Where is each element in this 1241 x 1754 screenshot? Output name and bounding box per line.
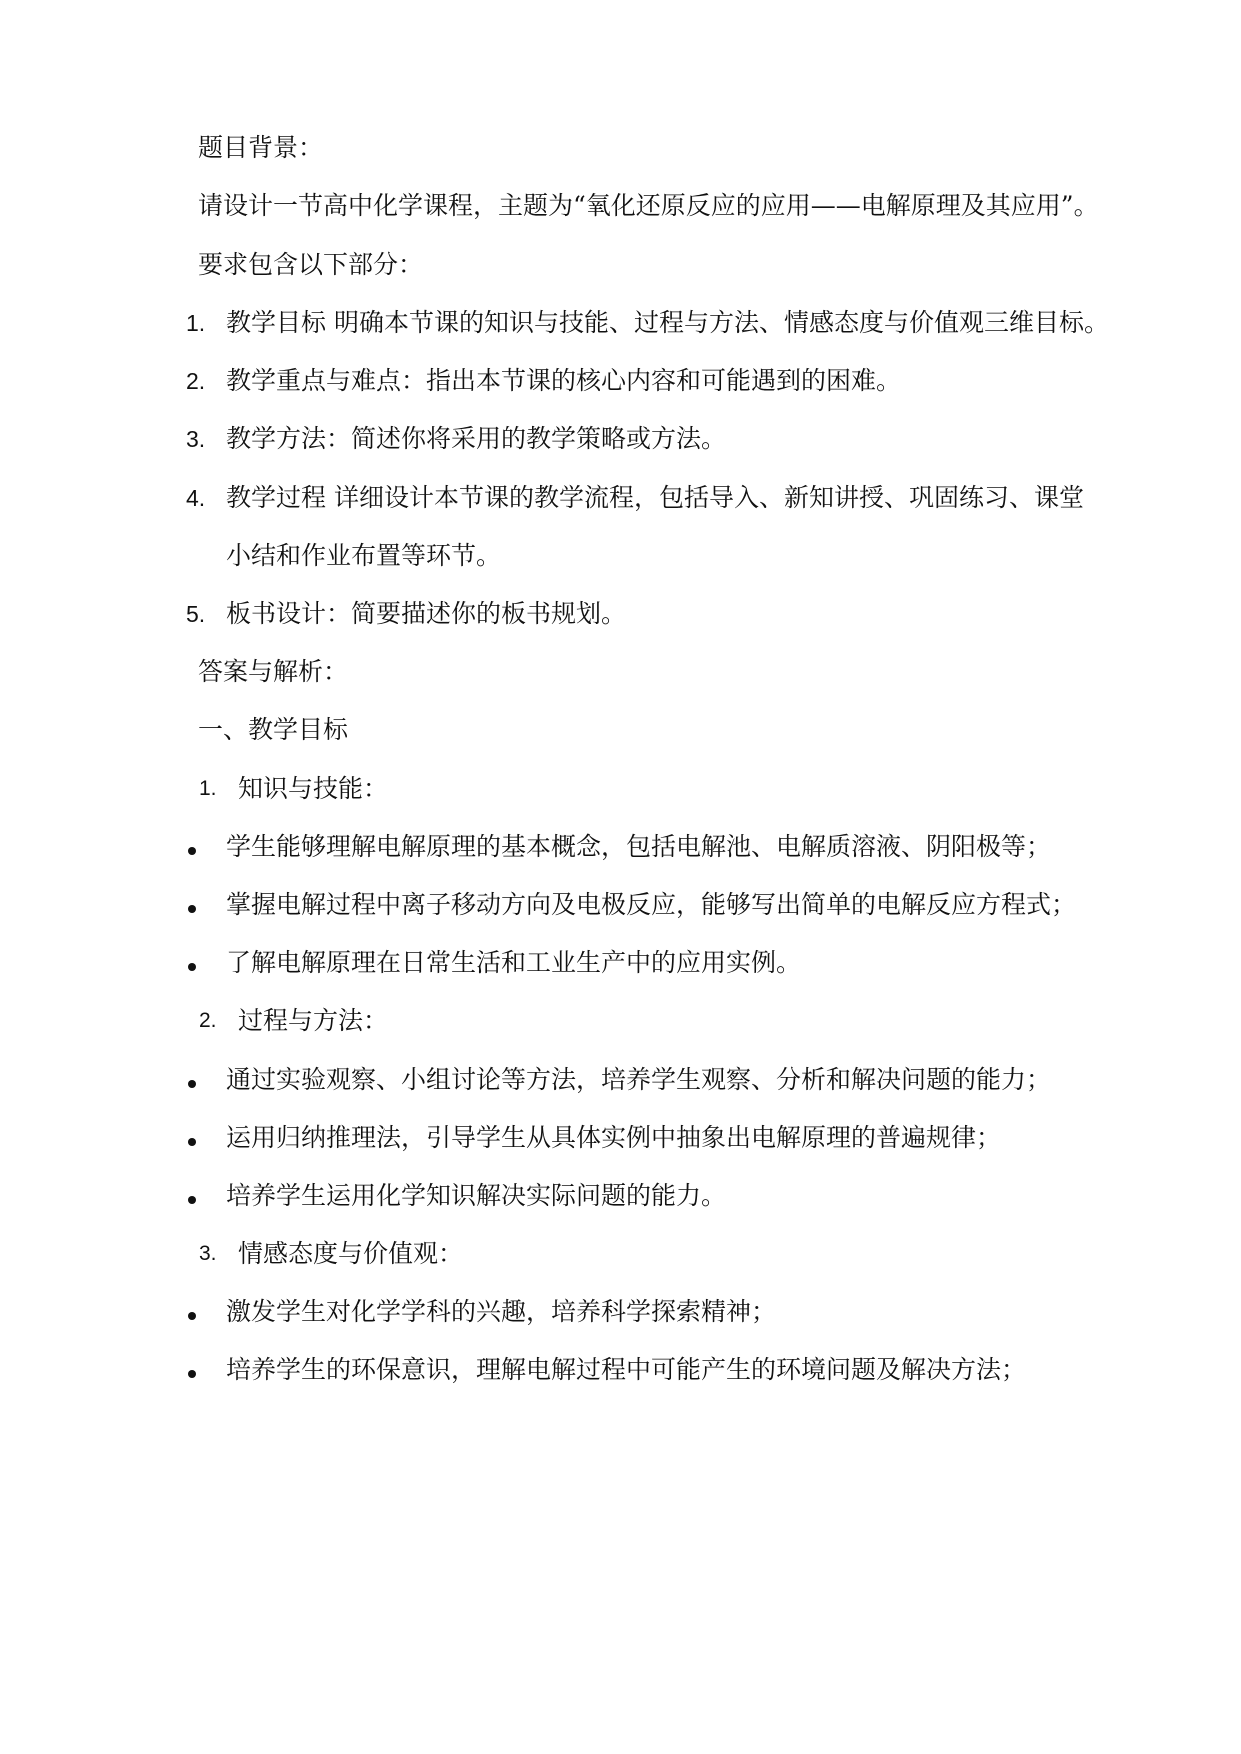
bullet-icon [188,847,196,855]
requirement-number: 4. [186,485,206,511]
requirement-item: 教学目标 明确本节课的知识与技能、过程与方法、情感态度与价值观三维目标。 [226,308,1109,337]
requirement-number: 1. [186,310,206,336]
requirement-item: 教学过程 详细设计本节课的教学流程，包括导入、新知讲授、巩固练习、课堂 [226,483,1084,512]
bullet-item: 通过实验观察、小组讨论等方法，培养学生观察、分析和解决问题的能力； [226,1065,1052,1094]
subsection-title: 过程与方法： [238,1006,389,1035]
subsection-number: 2. [199,1009,217,1032]
requirement-item: 教学重点与难点：指出本节课的核心内容和可能遇到的困难。 [226,366,902,395]
requirements-lead: 要求包含以下部分： [198,250,424,279]
requirement-item: 教学方法：简述你将采用的教学策略或方法。 [226,424,727,453]
requirement-item: 板书设计：简要描述你的板书规划。 [226,599,627,628]
bullet-item: 激发学生对化学学科的兴趣，培养科学探索精神； [226,1297,777,1326]
intro-paragraph: 请设计一节高中化学课程，主题为“氧化还原反应的应用——电解原理及其应用”。 [198,191,1099,220]
bullet-icon [188,963,196,971]
bullet-item: 培养学生的环保意识，理解电解过程中可能产生的环境问题及解决方法； [226,1355,1027,1384]
requirement-item-continuation: 小结和作业布置等环节。 [226,541,502,570]
heading-background: 题目背景： [198,133,324,162]
subsection-title: 知识与技能： [238,774,389,803]
requirement-number: 3. [186,426,206,452]
subsection-number: 1. [199,777,217,800]
bullet-icon [188,1138,196,1146]
bullet-item: 运用归纳推理法，引导学生从具体实例中抽象出电解原理的普遍规律； [226,1123,1002,1152]
subsection-number: 3. [199,1242,217,1265]
bullet-item: 学生能够理解电解原理的基本概念，包括电解池、电解质溶液、阴阳极等； [226,832,1052,861]
section-title: 一、教学目标 [198,715,349,744]
bullet-item: 培养学生运用化学知识解决实际问题的能力。 [226,1181,727,1210]
bullet-icon [188,1196,196,1204]
bullet-item: 掌握电解过程中离子移动方向及电极反应，能够写出简单的电解反应方程式； [226,890,1077,919]
requirement-number: 5. [186,601,206,627]
requirement-number: 2. [186,368,206,394]
bullet-icon [188,1312,196,1320]
bullet-icon [188,1370,196,1378]
bullet-item: 了解电解原理在日常生活和工业生产中的应用实例。 [226,948,802,977]
subsection-title: 情感态度与价值观： [238,1239,464,1268]
bullet-icon [188,1080,196,1088]
bullet-icon [188,905,196,913]
answer-heading: 答案与解析： [198,657,349,686]
